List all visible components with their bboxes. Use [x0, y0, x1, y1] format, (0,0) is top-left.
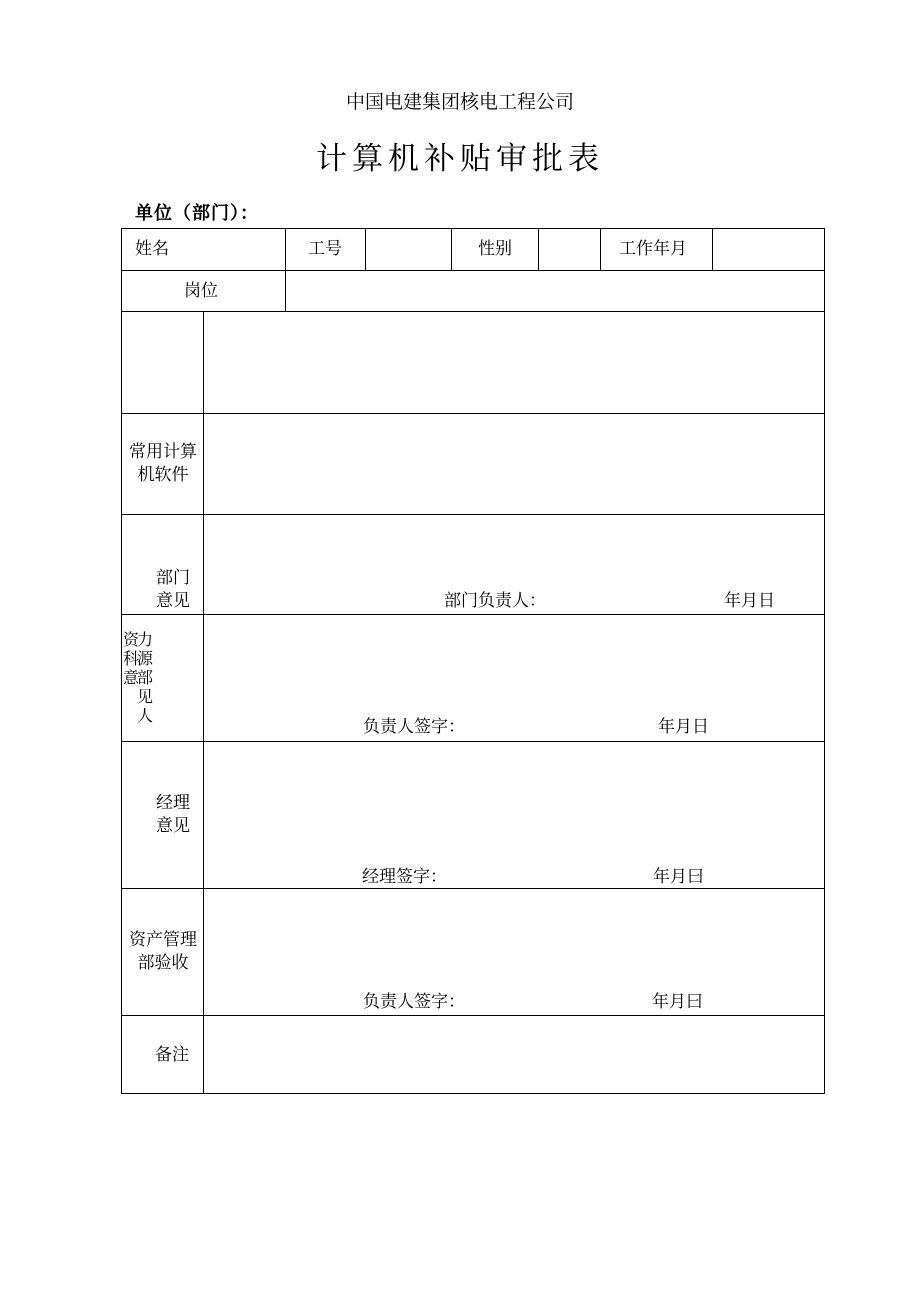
manager-opinion-field[interactable] [205, 743, 823, 887]
manager-opinion-label [147, 792, 199, 838]
work-start-label: 工作年月 [619, 239, 687, 259]
name-field[interactable] [205, 230, 283, 269]
hr-signer-label: 负责人签字： [363, 717, 465, 737]
work-start-field[interactable] [714, 230, 823, 269]
dept-opinion-label-line2: 意见 [156, 591, 190, 611]
column-divider [538, 228, 539, 271]
asset-date-label: 年月曰 [652, 992, 703, 1012]
unit-department-label: 单位（部门）： [135, 203, 259, 224]
employee-id-field[interactable] [367, 230, 450, 269]
software-label-line2: 机软件 [137, 465, 189, 485]
position-field[interactable] [287, 272, 823, 310]
position-label: 岗位 [184, 281, 218, 301]
dept-head-signer-label: 部门负责人： [444, 591, 546, 611]
row-divider [121, 614, 825, 615]
column-divider [365, 228, 366, 271]
dept-opinion-label-line1: 部门 [156, 568, 190, 588]
manager-opinion-label-line2: 意见 [156, 816, 190, 836]
asset-acceptance-label-line2: 部验收 [137, 953, 189, 973]
software-label [123, 441, 203, 487]
row-divider [121, 413, 825, 414]
row-divider [121, 1015, 825, 1016]
remarks-label: 备注 [155, 1045, 189, 1065]
row-divider [121, 888, 825, 889]
gender-label: 性别 [478, 239, 512, 259]
table-border-left [121, 228, 122, 1094]
hr-opinion-label-col1: 资科意 [123, 630, 140, 687]
table-border-right [824, 228, 825, 1094]
software-label-line1: 常用计算 [129, 442, 197, 462]
column-divider [451, 228, 452, 271]
gender-field[interactable] [540, 230, 599, 269]
employee-id-label: 工号 [308, 239, 342, 259]
manager-opinion-label-line1: 经理 [156, 793, 190, 813]
label-column-divider [203, 311, 204, 1094]
table-border-top [121, 228, 825, 229]
dept-date-label: 年月日 [724, 591, 775, 611]
column-divider [285, 228, 286, 312]
manager-signer-label: 经理签字： [362, 867, 447, 887]
software-field[interactable] [205, 415, 823, 513]
row-divider [121, 514, 825, 515]
column-divider [712, 228, 713, 271]
hr-date-label: 年月日 [658, 717, 709, 737]
blank-row-field[interactable] [205, 313, 823, 412]
dept-opinion-label [147, 567, 199, 613]
asset-acceptance-label-line1: 资产管理 [129, 930, 197, 950]
asset-signer-label: 负责人签字： [363, 992, 465, 1012]
asset-acceptance-label [123, 929, 203, 975]
row-divider [121, 270, 825, 271]
table-border-bottom [121, 1093, 825, 1094]
column-divider [600, 228, 601, 271]
name-label: 姓名 [135, 239, 169, 259]
company-name: 中国电建集团核电工程公司 [345, 91, 574, 113]
hr-opinion-label-col2: 力源部见人 [137, 630, 154, 725]
row-divider [121, 741, 825, 742]
form-title: 计算机补贴审批表 [316, 141, 604, 177]
remarks-field[interactable] [205, 1017, 823, 1092]
hr-opinion-field[interactable] [205, 616, 823, 740]
manager-date-label: 年月曰 [653, 867, 704, 887]
approval-form-table [121, 228, 825, 1094]
asset-acceptance-field[interactable] [205, 890, 823, 1014]
row-divider [121, 311, 825, 312]
